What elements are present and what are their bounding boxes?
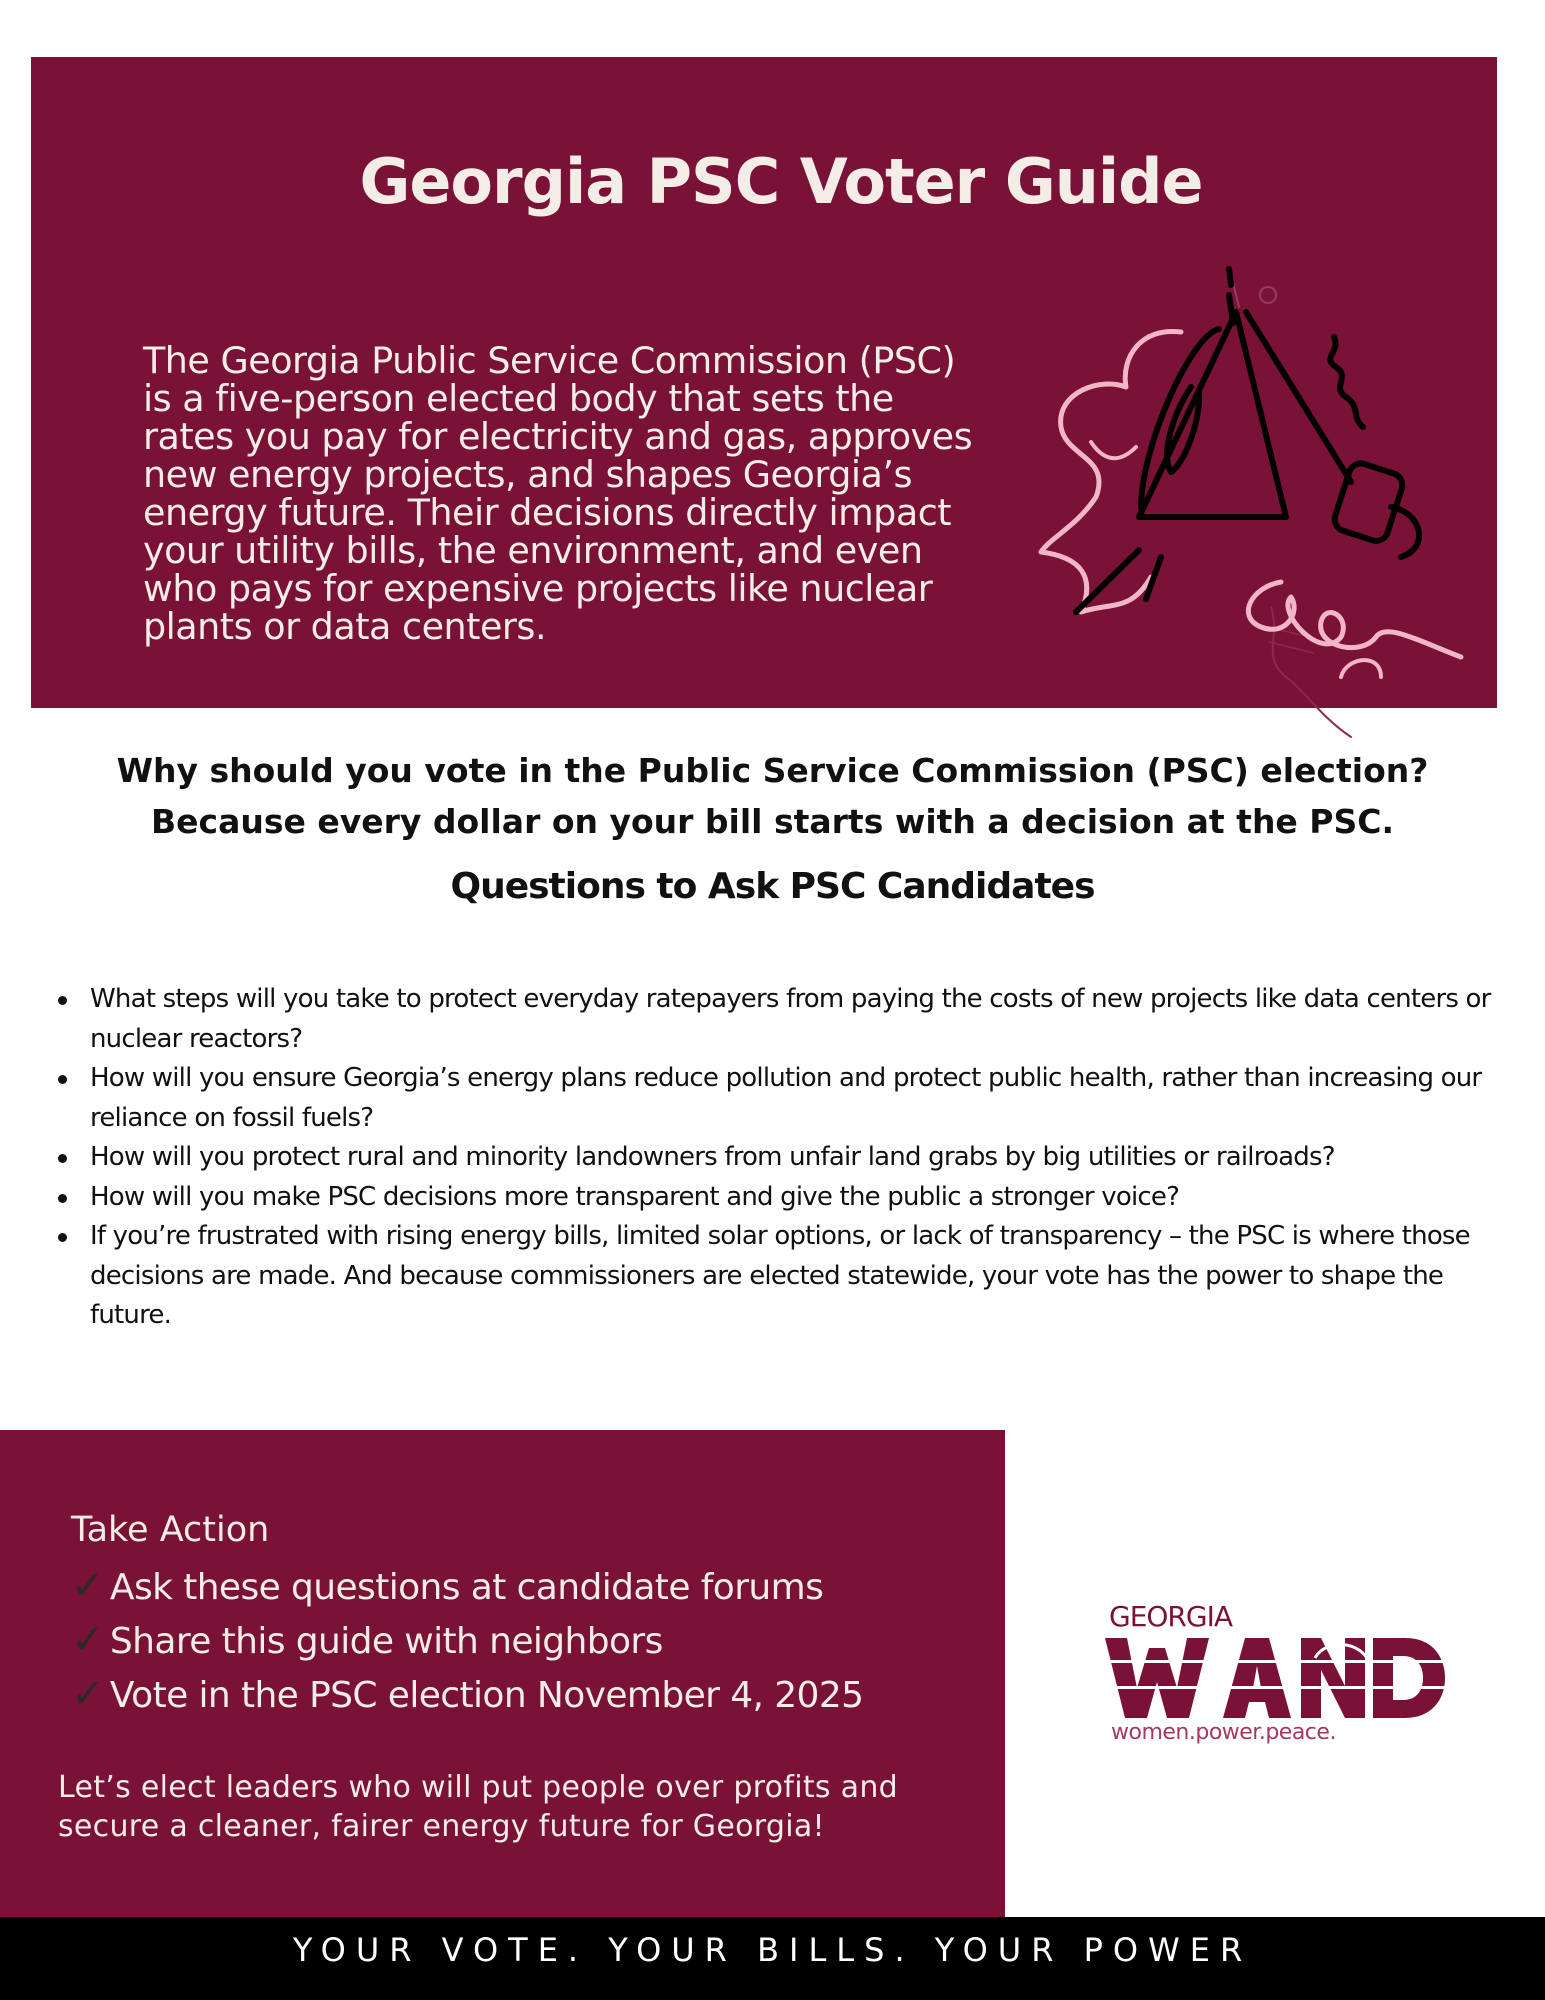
why-vote-line-1: Why should you vote in the Public Service Commission (PSC) election? bbox=[116, 751, 1429, 790]
georgia-wand-logo bbox=[1105, 1600, 1445, 1750]
megaphone-icon bbox=[1021, 217, 1491, 757]
action-item bbox=[71, 1560, 863, 1614]
page-title: Georgia PSC Voter Guide bbox=[359, 145, 1203, 218]
wand-logo-mark bbox=[1105, 1630, 1445, 1722]
take-action-panel bbox=[0, 1430, 1005, 1917]
action-item-label: Share this guide with neighbors bbox=[109, 1621, 663, 1662]
action-item bbox=[71, 1668, 863, 1722]
questions-heading: Questions to Ask PSC Candidates bbox=[450, 866, 1095, 907]
checkmark-icon: ✓ bbox=[71, 1617, 104, 1663]
why-vote-line-2: Because every dollar on your bill starts with a decision at the PSC. bbox=[150, 802, 1395, 841]
question-item: How will you make PSC decisions more transparent and give the public a stronger voice? bbox=[56, 1178, 1516, 1218]
footer-slogan: YOUR VOTE. YOUR BILLS. YOUR POWER bbox=[292, 1931, 1253, 1969]
take-action-title: Take Action bbox=[71, 1510, 270, 1550]
closing-statement: Let’s elect leaders who will put people over profits and secure a cleaner, fairer energy future for Georgia! bbox=[58, 1770, 898, 1844]
questions-list bbox=[56, 980, 1516, 1336]
action-item bbox=[71, 1614, 863, 1668]
footer-banner bbox=[0, 1917, 1545, 2000]
why-vote-text bbox=[0, 745, 1545, 847]
hero-description: The Georgia Public Service Commission (PSC) is a five-person elected body that sets the rates you pay for electricity and gas, approves new energy projects, and shapes Georgia’s energy future. Their decisions directly impact your utility bills, the environment, and even who pays for expensive projects like nuclear plants or data centers. bbox=[143, 339, 973, 648]
question-item: If you’re frustrated with rising energy bills, limited solar options, or lack of transparency – the PSC is where those decisions are made. And because commissioners are elected statewide, your vote has the power to shape the future. bbox=[56, 1217, 1516, 1336]
question-item: How will you ensure Georgia’s energy plans reduce pollution and protect public health, rather than increasing our reliance on fossil fuels? bbox=[56, 1059, 1516, 1138]
question-item: What steps will you take to protect everyday ratepayers from paying the costs of new projects like data centers or nuclear reactors? bbox=[56, 980, 1516, 1059]
checkmark-icon: ✓ bbox=[71, 1563, 104, 1609]
checkmark-icon: ✓ bbox=[71, 1671, 104, 1717]
hero-banner bbox=[31, 57, 1497, 708]
logo-georgia-text: GEORGIA bbox=[1109, 1600, 1232, 1633]
question-item: How will you protect rural and minority landowners from unfair land grabs by big utilities or railroads? bbox=[56, 1138, 1516, 1178]
action-item-label: Vote in the PSC election November 4, 2025 bbox=[109, 1675, 864, 1716]
action-item-label: Ask these questions at candidate forums bbox=[109, 1567, 824, 1608]
action-list bbox=[71, 1560, 863, 1722]
logo-tagline: women.power.peace. bbox=[1111, 1720, 1336, 1745]
